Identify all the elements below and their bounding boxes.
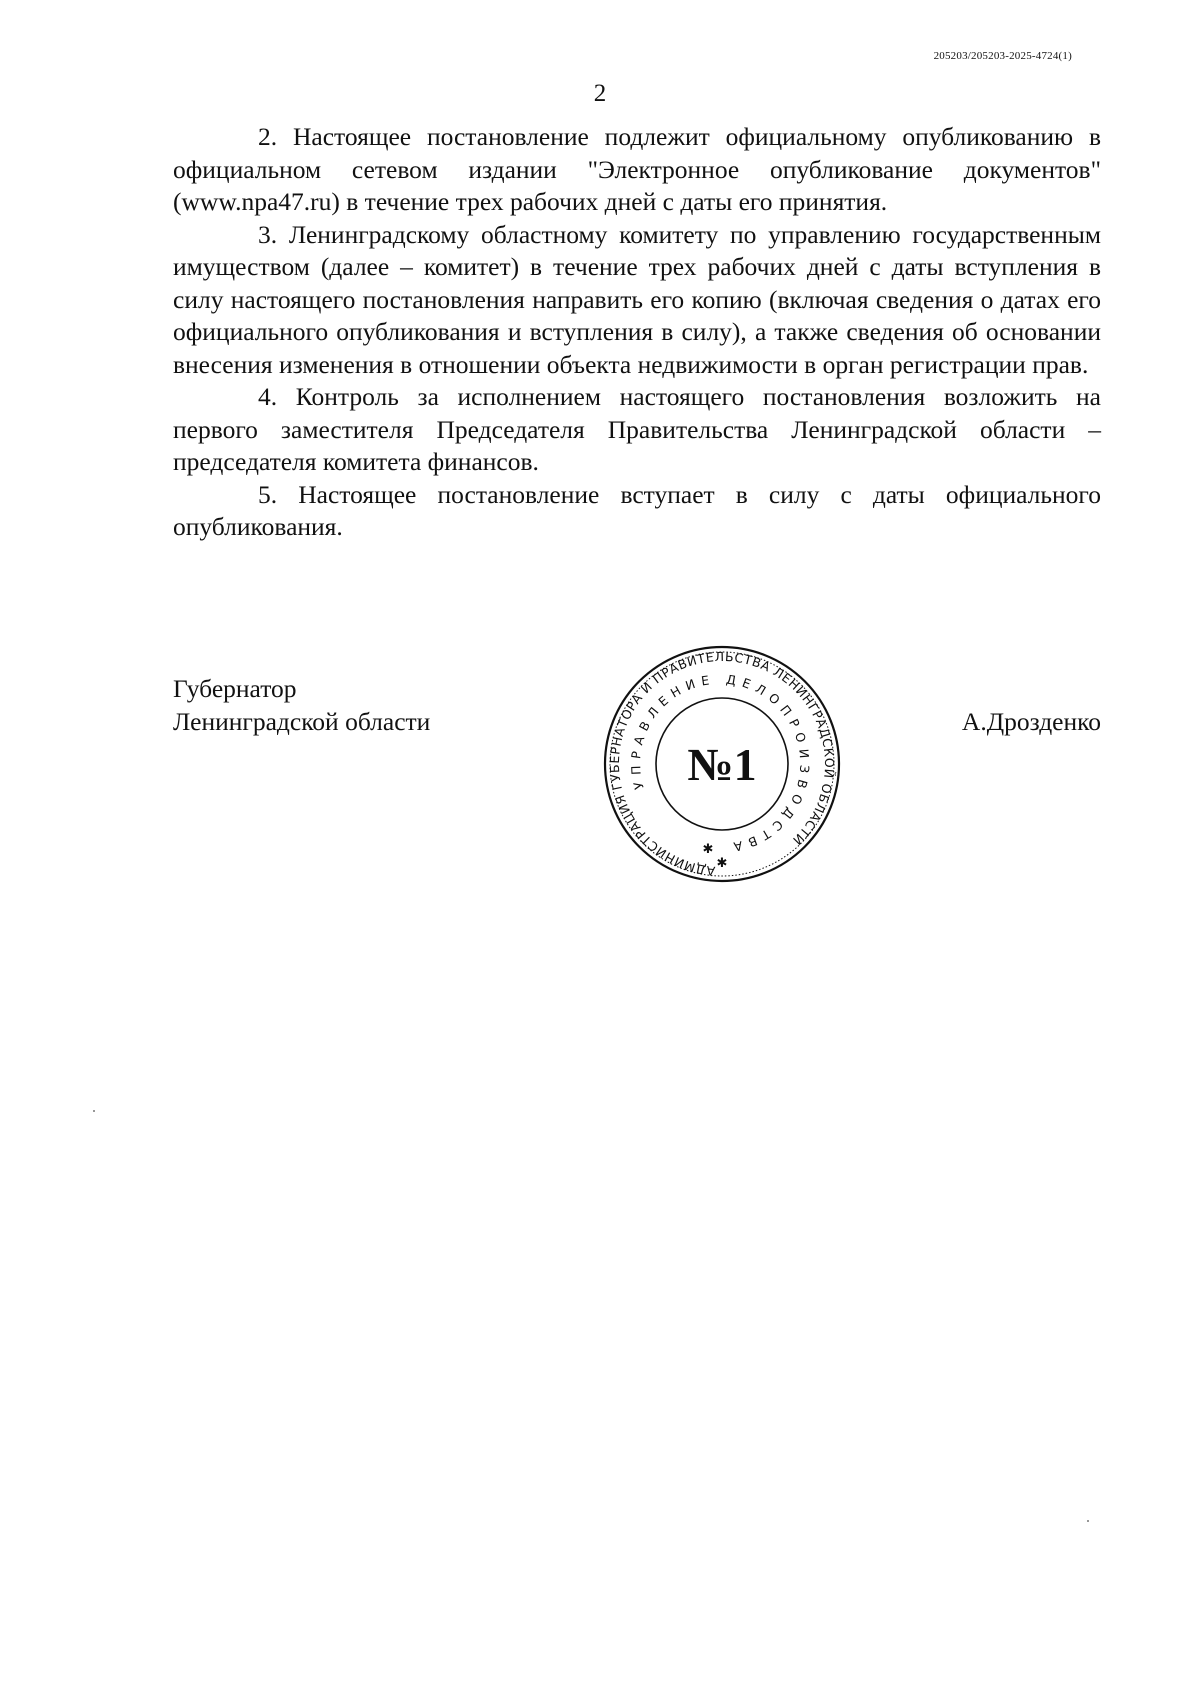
signatory-title-line1: Губернатор [173,674,297,703]
seal-outer-text: АДМИНИСТРАЦИЯ ГУБЕРНАТОРА И ПРАВИТЕЛЬСТВА ЛЕНИНГРАДСКОЙ ОБЛАСТИ [606,648,838,879]
seal-inner-text: УПРАВЛЕНИЕ ДЕЛОПРОИЗВОДСТВА [627,671,813,856]
signatory-title-line2: Ленинградской области [173,706,431,736]
body-text [173,121,1101,544]
paragraph-2: 2. Настоящее постановление подлежит официальному опубликованию в официальном сетевом издании "Электронное опубликование документов" (www.npa47.ru) в течение трех рабочих дней с даты его принятия. [173,122,1101,216]
seal-star-icon: ✱ [702,842,714,857]
signatory-title [173,673,430,738]
seal-icon [601,643,843,885]
paragraph-5: 5. Настоящее постановление вступает в силу с даты официального опубликования. [173,479,1101,541]
seal-star-icon: ✱ [716,856,728,871]
seal-center-text: №1 [687,739,757,790]
signatory-name: А.Дрозденко [961,706,1101,736]
paragraph-3: 3. Ленинградскому областному комитету по управлению государственным имуществом (далее – комитет) в течение трех рабочих дней с даты вступления в силу настоящего постановления направить его копию (включая сведения о датах его официального опубликования и вступления в силу), а также сведения об основании внесения изменения в отношении объекта недвижимости в орган регистрации прав. [173,219,1101,379]
page-number: 2 [593,80,607,107]
scan-speck [1087,1520,1089,1522]
scan-speck [93,1110,95,1112]
paragraph-4: 4. Контроль за исполнением настоящего постановления возложить на первого заместителя Председателя Правительства Ленинградской области – председателя комитета финансов. [173,382,1101,476]
official-seal [601,643,843,885]
document-id: 205203/205203-2025-4724(1) [933,50,1072,62]
